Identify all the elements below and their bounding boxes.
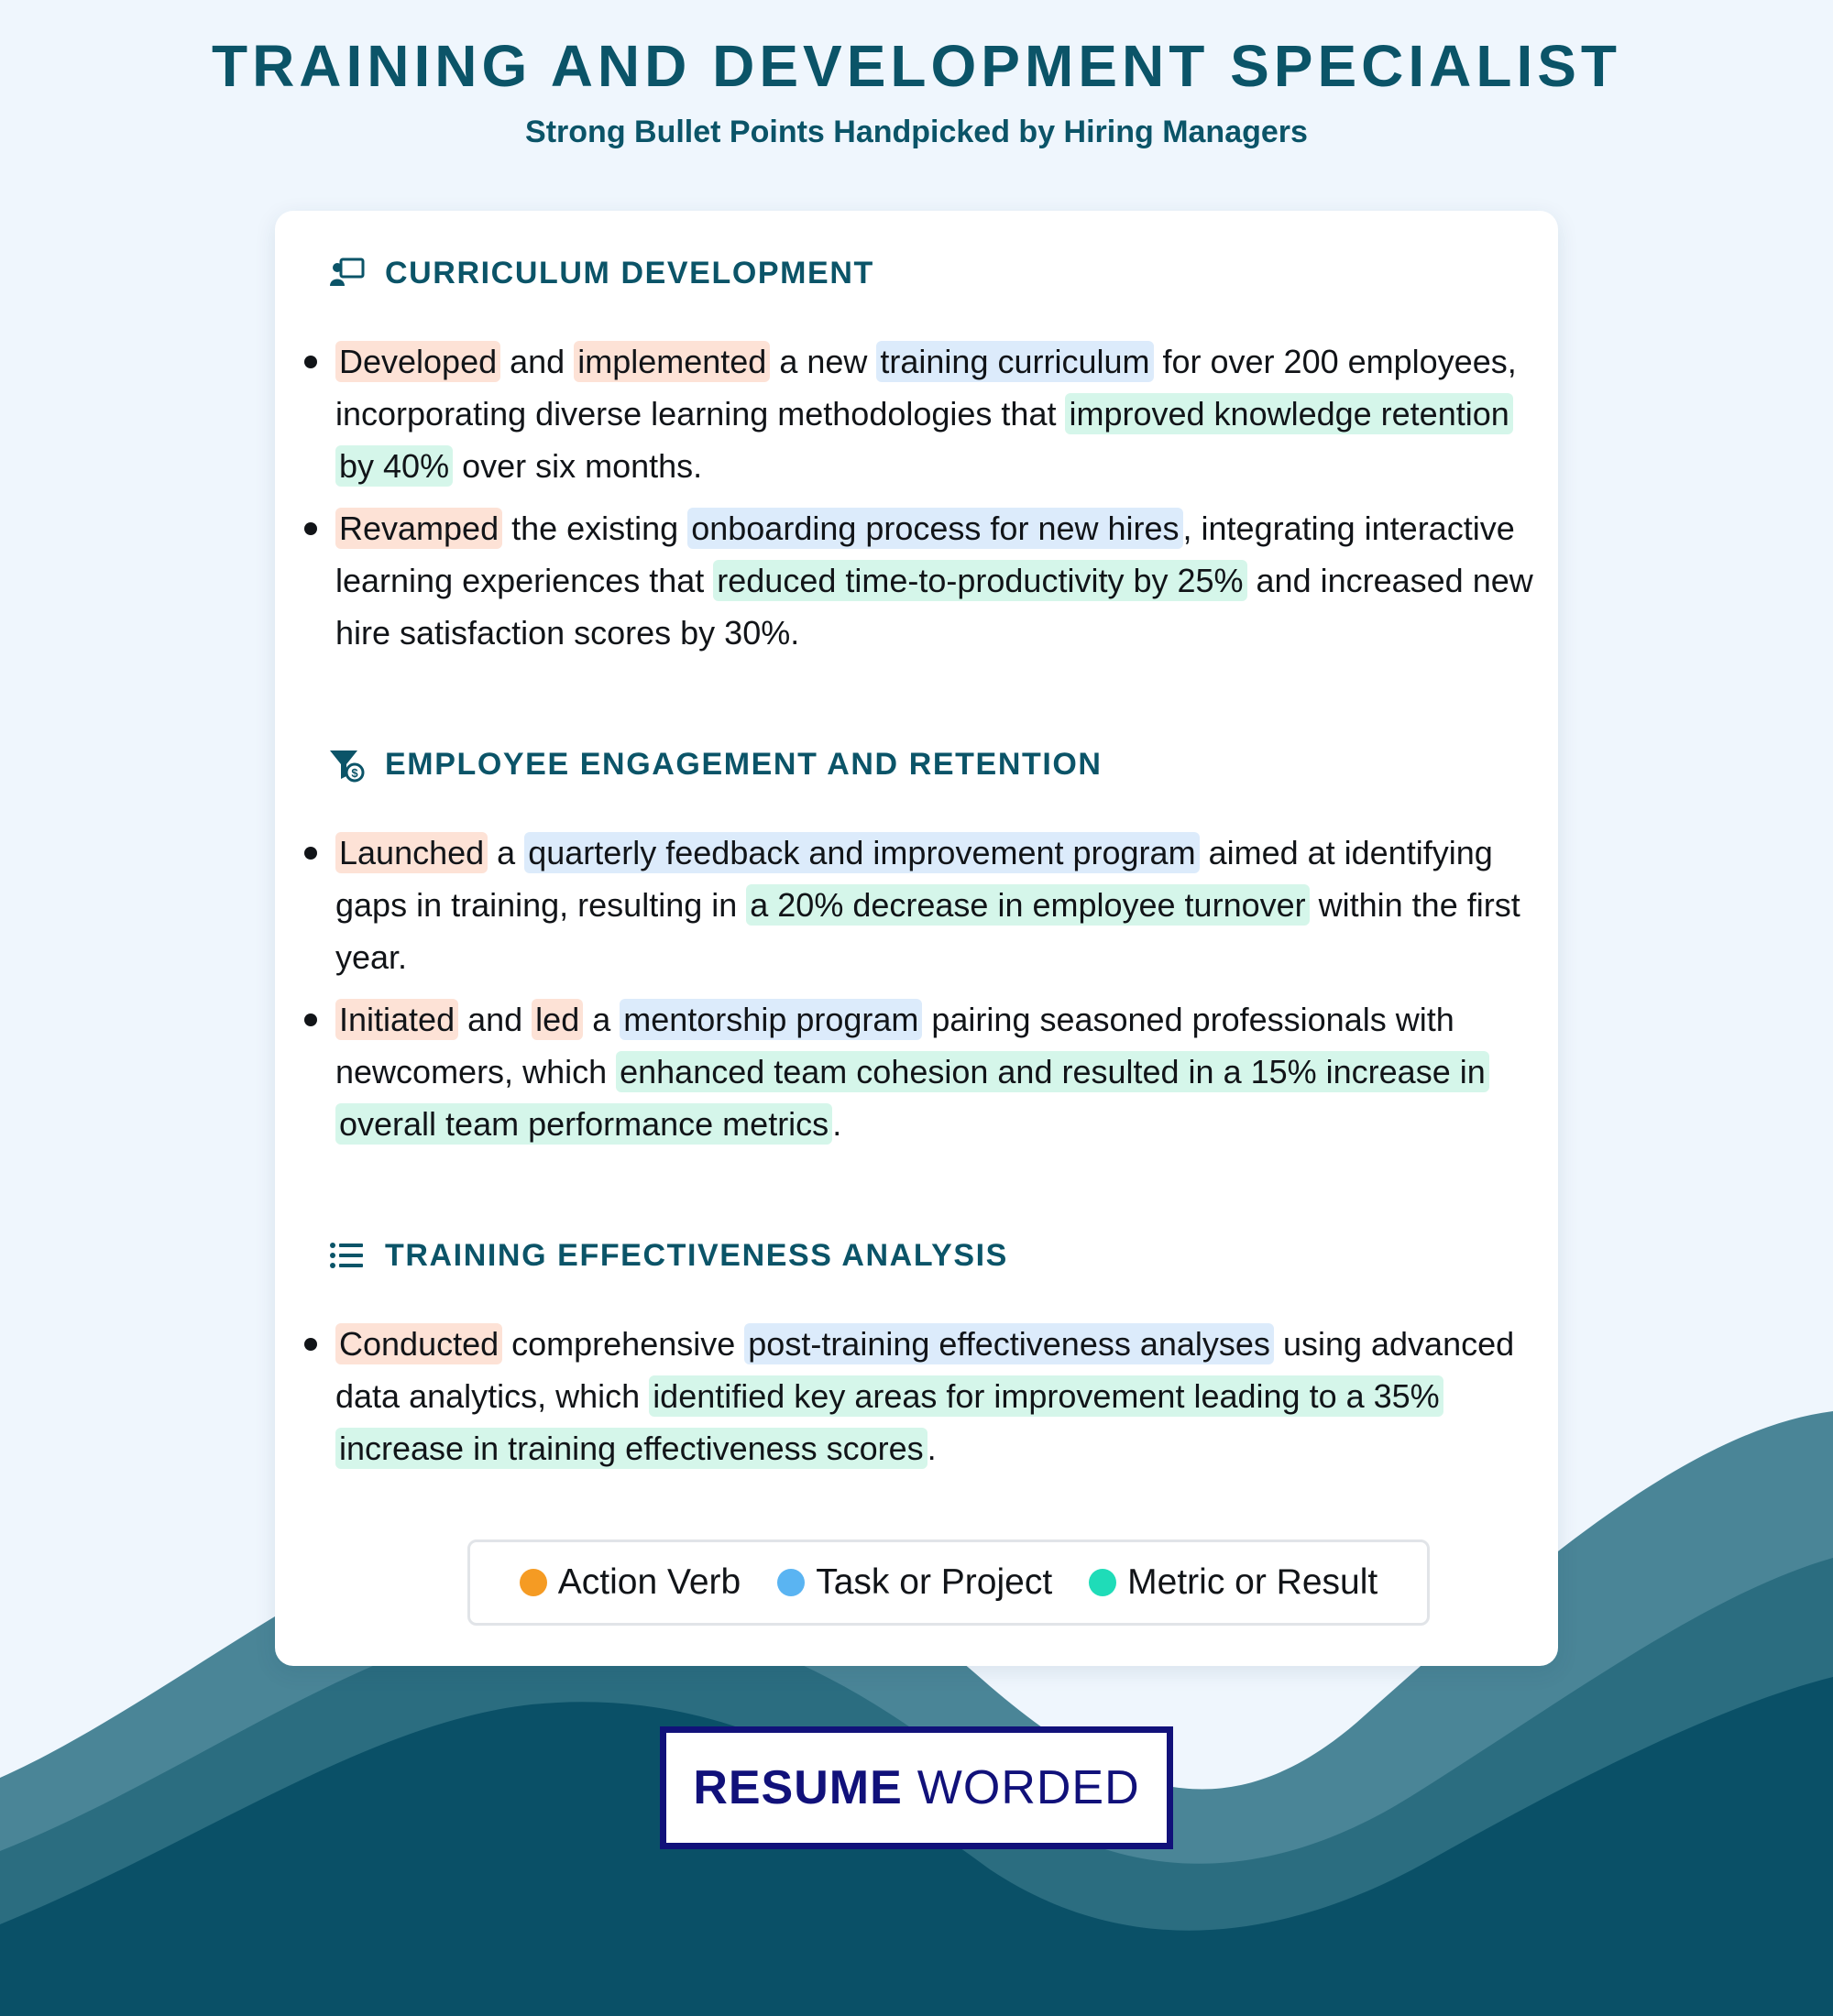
- legend-dot-blue: [777, 1569, 805, 1596]
- bullet-item: [275, 335, 1558, 492]
- bullet-item: [275, 502, 1558, 659]
- bullet-text: aimed at identifying gaps in training, resulting in: [335, 834, 1493, 924]
- bullet-text: .: [832, 1105, 842, 1143]
- bullet-text: over six months.: [453, 447, 703, 485]
- section-header: [328, 742, 1103, 786]
- page-title: TRAINING AND DEVELOPMENT SPECIALIST: [211, 33, 1622, 99]
- legend-label: Action Verb: [557, 1562, 741, 1602]
- highlight-legend: [467, 1539, 1430, 1626]
- bullet-text: within the first year.: [335, 886, 1520, 976]
- action-highlight: Conducted: [335, 1323, 502, 1364]
- resume-worded-logo[interactable]: [660, 1726, 1173, 1849]
- list-icon: [328, 1237, 365, 1274]
- legend-item-metric-or-result: [1089, 1562, 1377, 1603]
- task-highlight: mentorship program: [620, 999, 922, 1040]
- bullet-text: .: [927, 1430, 937, 1467]
- bullet-text: and: [500, 343, 575, 380]
- task-highlight: quarterly feedback and improvement program: [524, 832, 1199, 873]
- bullet-text: a: [488, 834, 525, 871]
- metric-highlight: enhanced team cohesion and resulted in a 15% increase in overall team performance metrics: [335, 1051, 1489, 1145]
- bullet-item: [275, 993, 1558, 1150]
- bullet-text: pairing seasoned professionals with newcomers, which: [335, 1001, 1454, 1090]
- page-header: [0, 29, 1833, 152]
- bullet-text: for over 200 employees, incorporating diverse learning methodologies that: [335, 343, 1517, 433]
- legend-dot-orange: [520, 1569, 547, 1596]
- task-highlight: post-training effectiveness analyses: [744, 1323, 1274, 1364]
- bullet-item: [275, 1318, 1558, 1474]
- metric-highlight: a 20% decrease in employee turnover: [746, 884, 1309, 926]
- action-highlight: Initiated: [335, 999, 458, 1040]
- metric-highlight: reduced time-to-productivity by 25%: [713, 560, 1246, 601]
- section-title: EMPLOYEE ENGAGEMENT AND RETENTION: [385, 746, 1103, 782]
- section-title: CURRICULUM DEVELOPMENT: [385, 255, 874, 290]
- bullet-list: [275, 827, 1558, 1160]
- bullet-text: the existing: [502, 509, 688, 547]
- action-highlight: Revamped: [335, 508, 502, 549]
- bullet-text: , integrating interactive learning experiences that: [335, 509, 1515, 599]
- svg-text:$: $: [351, 766, 358, 780]
- bullet-text: a new: [770, 343, 877, 380]
- legend-label: Metric or Result: [1127, 1562, 1378, 1602]
- action-highlight: led: [532, 999, 583, 1040]
- action-highlight: implemented: [574, 341, 770, 382]
- legend-label: Task or Project: [816, 1562, 1053, 1602]
- presentation-icon: [328, 255, 365, 291]
- task-highlight: training curriculum: [876, 341, 1153, 382]
- bullet-text: a: [583, 1001, 620, 1038]
- bullet-points-card: [275, 211, 1558, 1666]
- legend-dot-green: [1089, 1569, 1116, 1596]
- metric-highlight: identified key areas for improvement leading to a 35% increase in training effectiveness scores: [335, 1375, 1443, 1469]
- bullet-item: [275, 827, 1558, 983]
- section-title: TRAINING EFFECTIVENESS ANALYSIS: [385, 1237, 1008, 1273]
- legend-item-action-verb: [520, 1562, 741, 1603]
- section-header: [328, 251, 874, 295]
- bullet-text: using advanced data analytics, which: [335, 1325, 1515, 1415]
- action-highlight: Developed: [335, 341, 500, 382]
- logo-normal-text: WORDED: [916, 1761, 1140, 1814]
- funnel-dollar-icon: [328, 746, 365, 783]
- section-header: [328, 1233, 1008, 1277]
- bullet-text: and: [458, 1001, 532, 1038]
- bullet-list: [275, 335, 1558, 669]
- task-highlight: onboarding process for new hires: [687, 508, 1182, 549]
- legend-item-task-or-project: [777, 1562, 1052, 1603]
- bullet-list: [275, 1318, 1558, 1485]
- bullet-text: and increased new hire satisfaction scores by 30%.: [335, 562, 1533, 652]
- action-highlight: Launched: [335, 832, 488, 873]
- metric-highlight: improved knowledge retention by 40%: [335, 393, 1513, 487]
- page-subtitle: Strong Bullet Points Handpicked by Hiring Managers: [525, 115, 1308, 149]
- bullet-text: comprehensive: [502, 1325, 745, 1363]
- logo-bold-text: RESUME: [693, 1761, 903, 1814]
